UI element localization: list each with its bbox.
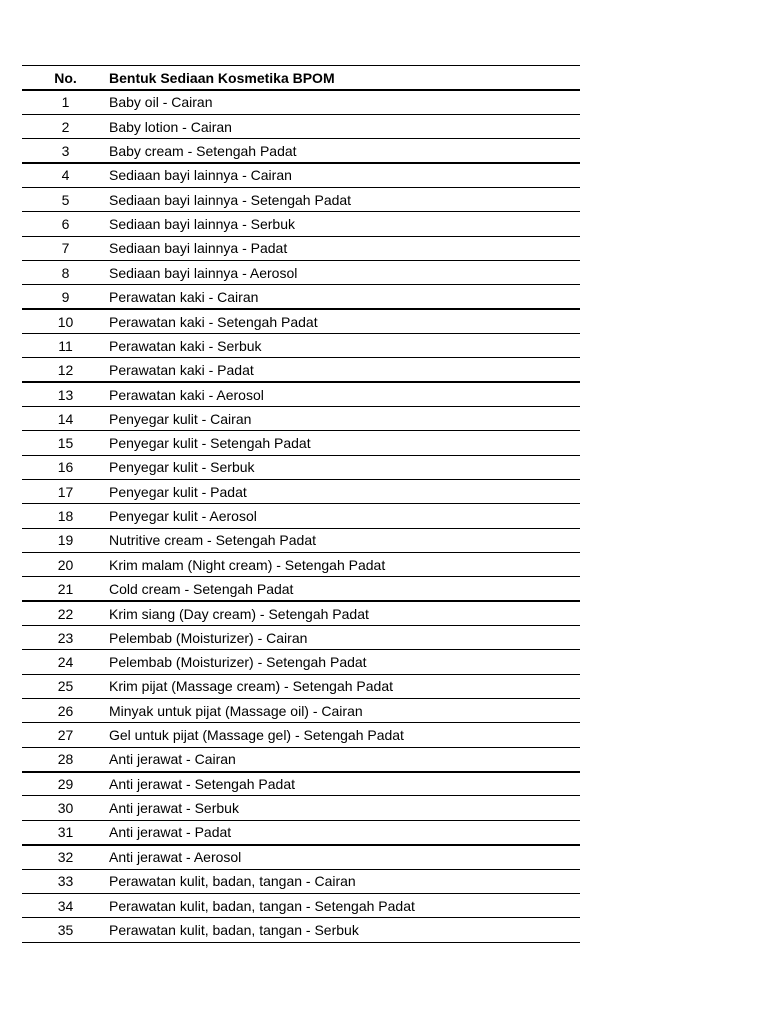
table-row bbox=[22, 723, 580, 747]
row-number: 26 bbox=[57, 702, 74, 719]
table-row bbox=[22, 406, 580, 430]
table-row bbox=[22, 845, 580, 869]
row-number: 16 bbox=[57, 459, 74, 476]
row-number: 14 bbox=[57, 410, 74, 427]
table-row bbox=[22, 236, 580, 260]
row-number-cell bbox=[22, 723, 109, 747]
table-row bbox=[22, 285, 580, 309]
form-name: Sediaan bayi lainnya - Cairan bbox=[109, 163, 580, 187]
row-number-cell bbox=[22, 869, 109, 893]
table-row bbox=[22, 139, 580, 163]
table-row bbox=[22, 601, 580, 625]
form-name: Perawatan kaki - Padat bbox=[109, 358, 580, 382]
row-number: 13 bbox=[57, 386, 74, 403]
table-row bbox=[22, 772, 580, 796]
table-row bbox=[22, 187, 580, 211]
form-name: Pelembab (Moisturizer) - Setengah Padat bbox=[109, 650, 580, 674]
row-number-cell bbox=[22, 845, 109, 869]
row-number: 20 bbox=[57, 556, 74, 573]
row-number-cell bbox=[22, 918, 109, 942]
form-name: Pelembab (Moisturizer) - Cairan bbox=[109, 626, 580, 650]
row-number-cell bbox=[22, 406, 109, 430]
row-number-cell bbox=[22, 650, 109, 674]
table-header-row bbox=[22, 66, 580, 91]
form-name: Anti jerawat - Padat bbox=[109, 820, 580, 844]
row-number: 34 bbox=[57, 897, 74, 914]
header-no-label: No. bbox=[54, 69, 77, 86]
table-row bbox=[22, 796, 580, 820]
table-row bbox=[22, 674, 580, 698]
form-name: Penyegar kulit - Cairan bbox=[109, 406, 580, 430]
table-row bbox=[22, 869, 580, 893]
form-name: Anti jerawat - Aerosol bbox=[109, 845, 580, 869]
row-number: 8 bbox=[61, 264, 70, 281]
row-number: 32 bbox=[57, 849, 74, 866]
form-name: Perawatan kaki - Aerosol bbox=[109, 382, 580, 406]
form-name: Minyak untuk pijat (Massage oil) - Cairan bbox=[109, 699, 580, 723]
form-name: Baby lotion - Cairan bbox=[109, 114, 580, 138]
row-number-cell bbox=[22, 601, 109, 625]
form-name: Perawatan kulit, badan, tangan - Serbuk bbox=[109, 918, 580, 942]
form-name: Gel untuk pijat (Massage gel) - Setengah Padat bbox=[109, 723, 580, 747]
row-number-cell bbox=[22, 674, 109, 698]
row-number: 33 bbox=[57, 873, 74, 890]
row-number: 1 bbox=[61, 94, 70, 111]
row-number: 21 bbox=[57, 580, 74, 597]
form-name: Sediaan bayi lainnya - Padat bbox=[109, 236, 580, 260]
row-number: 29 bbox=[57, 776, 74, 793]
table-row bbox=[22, 553, 580, 577]
row-number-cell bbox=[22, 528, 109, 552]
row-number: 17 bbox=[57, 483, 74, 500]
form-name: Penyegar kulit - Padat bbox=[109, 480, 580, 504]
form-name: Perawatan kaki - Setengah Padat bbox=[109, 309, 580, 333]
row-number-cell bbox=[22, 796, 109, 820]
row-number-cell bbox=[22, 382, 109, 406]
row-number: 30 bbox=[57, 800, 74, 817]
row-number: 28 bbox=[57, 751, 74, 768]
row-number-cell bbox=[22, 333, 109, 357]
row-number: 10 bbox=[57, 313, 74, 330]
row-number: 5 bbox=[61, 191, 70, 208]
table-row bbox=[22, 90, 580, 114]
row-number-cell bbox=[22, 358, 109, 382]
row-number: 35 bbox=[57, 921, 74, 938]
form-name: Penyegar kulit - Aerosol bbox=[109, 504, 580, 528]
row-number: 7 bbox=[61, 240, 70, 257]
row-number-cell bbox=[22, 187, 109, 211]
table-row bbox=[22, 309, 580, 333]
table-row bbox=[22, 114, 580, 138]
row-number-cell bbox=[22, 90, 109, 114]
table-row bbox=[22, 212, 580, 236]
form-name: Sediaan bayi lainnya - Aerosol bbox=[109, 260, 580, 284]
row-number-cell bbox=[22, 747, 109, 771]
table-row bbox=[22, 333, 580, 357]
row-number-cell bbox=[22, 139, 109, 163]
row-number: 2 bbox=[61, 118, 70, 135]
form-name: Krim malam (Night cream) - Setengah Padat bbox=[109, 553, 580, 577]
row-number: 24 bbox=[57, 654, 74, 671]
row-number: 18 bbox=[57, 508, 74, 525]
form-name: Sediaan bayi lainnya - Serbuk bbox=[109, 212, 580, 236]
row-number: 12 bbox=[57, 361, 74, 378]
row-number-cell bbox=[22, 212, 109, 236]
row-number-cell bbox=[22, 553, 109, 577]
row-number: 9 bbox=[61, 288, 70, 305]
form-name: Baby oil - Cairan bbox=[109, 90, 580, 114]
header-no bbox=[22, 66, 109, 91]
table-row bbox=[22, 893, 580, 917]
row-number: 31 bbox=[57, 824, 74, 841]
form-name: Krim pijat (Massage cream) - Setengah Padat bbox=[109, 674, 580, 698]
form-name: Penyegar kulit - Serbuk bbox=[109, 455, 580, 479]
form-name: Anti jerawat - Setengah Padat bbox=[109, 772, 580, 796]
form-name: Perawatan kulit, badan, tangan - Cairan bbox=[109, 869, 580, 893]
row-number-cell bbox=[22, 236, 109, 260]
row-number: 22 bbox=[57, 605, 74, 622]
form-name: Perawatan kulit, badan, tangan - Setengah Padat bbox=[109, 893, 580, 917]
table-row bbox=[22, 820, 580, 844]
row-number: 19 bbox=[57, 532, 74, 549]
table-row bbox=[22, 650, 580, 674]
table-row bbox=[22, 431, 580, 455]
form-name: Cold cream - Setengah Padat bbox=[109, 577, 580, 601]
row-number: 4 bbox=[61, 167, 70, 184]
table-row bbox=[22, 626, 580, 650]
row-number-cell bbox=[22, 820, 109, 844]
row-number-cell bbox=[22, 285, 109, 309]
table-body bbox=[22, 90, 580, 942]
row-number-cell bbox=[22, 431, 109, 455]
cosmetics-form-table bbox=[22, 65, 580, 943]
table-row bbox=[22, 577, 580, 601]
row-number: 27 bbox=[57, 727, 74, 744]
row-number: 3 bbox=[61, 142, 70, 159]
form-name: Perawatan kaki - Cairan bbox=[109, 285, 580, 309]
row-number-cell bbox=[22, 577, 109, 601]
form-name: Sediaan bayi lainnya - Setengah Padat bbox=[109, 187, 580, 211]
row-number: 15 bbox=[57, 434, 74, 451]
table-header bbox=[22, 66, 580, 91]
row-number-cell bbox=[22, 699, 109, 723]
form-name: Anti jerawat - Serbuk bbox=[109, 796, 580, 820]
table-row bbox=[22, 918, 580, 942]
table-row bbox=[22, 358, 580, 382]
form-name: Perawatan kaki - Serbuk bbox=[109, 333, 580, 357]
form-name: Nutritive cream - Setengah Padat bbox=[109, 528, 580, 552]
row-number-cell bbox=[22, 309, 109, 333]
table-row bbox=[22, 699, 580, 723]
row-number-cell bbox=[22, 260, 109, 284]
row-number-cell bbox=[22, 772, 109, 796]
table-row bbox=[22, 480, 580, 504]
form-name: Penyegar kulit - Setengah Padat bbox=[109, 431, 580, 455]
row-number-cell bbox=[22, 163, 109, 187]
form-name: Krim siang (Day cream) - Setengah Padat bbox=[109, 601, 580, 625]
row-number: 23 bbox=[57, 629, 74, 646]
row-number-cell bbox=[22, 626, 109, 650]
form-name: Baby cream - Setengah Padat bbox=[109, 139, 580, 163]
row-number-cell bbox=[22, 504, 109, 528]
row-number: 25 bbox=[57, 678, 74, 695]
table-row bbox=[22, 504, 580, 528]
header-name: Bentuk Sediaan Kosmetika BPOM bbox=[109, 66, 580, 91]
table-row bbox=[22, 455, 580, 479]
row-number: 6 bbox=[61, 215, 70, 232]
row-number-cell bbox=[22, 114, 109, 138]
table-row bbox=[22, 163, 580, 187]
form-name: Anti jerawat - Cairan bbox=[109, 747, 580, 771]
table-row bbox=[22, 260, 580, 284]
row-number-cell bbox=[22, 480, 109, 504]
row-number-cell bbox=[22, 455, 109, 479]
table-row bbox=[22, 747, 580, 771]
row-number-cell bbox=[22, 893, 109, 917]
row-number: 11 bbox=[58, 337, 73, 354]
table-row bbox=[22, 528, 580, 552]
table-row bbox=[22, 382, 580, 406]
